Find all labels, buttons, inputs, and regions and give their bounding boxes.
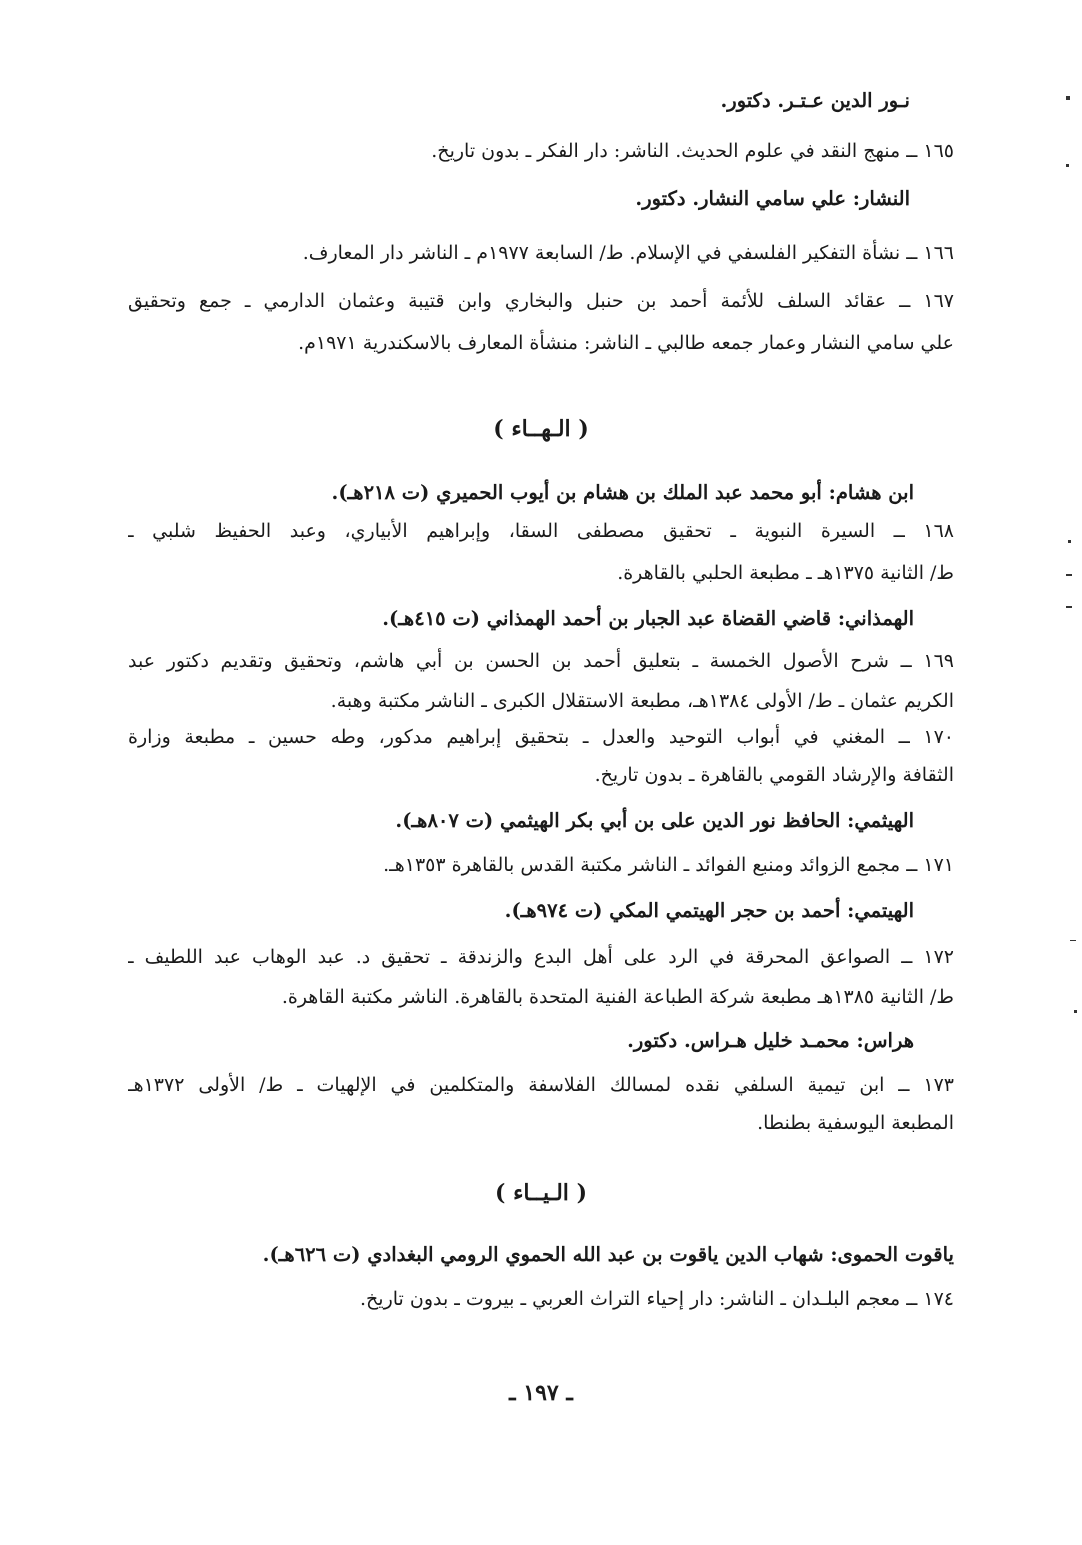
author-heading: ياقوت الحموى: شهاب الدين ياقوت بن عبد الله الحموي الرومي البغدادي (ت ٦٢٦هـ). xyxy=(262,1243,954,1266)
author-heading: النشار: علي سامي النشار. دكتور. xyxy=(635,187,910,210)
scan-speck xyxy=(1066,96,1070,100)
scan-speck xyxy=(1066,164,1069,167)
bibliography-entry-continuation: الكريم عثمان ـ ط/ الأولى ١٣٨٤هـ، مطبعة الاستقلال الكبرى ـ الناشر مكتبة وهبة. xyxy=(330,690,954,712)
scan-speck xyxy=(1074,1010,1077,1013)
bibliography-entry: ١٧١ ــ مجمع الزوائد ومنبع الفوائد ـ الناشر مكتبة القدس بالقاهرة ١٣٥٣هـ. xyxy=(383,854,954,876)
bibliography-entry: ١٧٣ ــ ابن تيمية السلفي نقده لمسالك الفلاسفة والمتكلمين في الإلهيات ـ ط/ الأولى ١٣٧٢هـ xyxy=(128,1074,954,1096)
page-number: ـ ١٩٧ ـ xyxy=(509,1380,573,1406)
section-heading-ha: ( الـهــاء ) xyxy=(493,416,589,442)
bibliography-entry-continuation: علي سامي النشار وعمار جمعه طالبي ـ الناشر: منشأة المعارف بالاسكندرية ١٩٧١م. xyxy=(298,332,954,354)
scan-speck xyxy=(1068,540,1071,543)
section-heading-ya: ( الـيــاء ) xyxy=(495,1180,587,1206)
bibliography-entry: ١٦٩ ــ شرح الأصول الخمسة ـ بتعليق أحمد بن الحسن بن أبي هاشم، وتحقيق وتقديم دكتور عبد xyxy=(128,650,954,672)
author-heading: هراس: محمـد خليل هـراس. دكتور. xyxy=(627,1029,914,1052)
scan-speck xyxy=(1070,940,1076,941)
bibliography-entry-continuation: ط/ الثانية ١٣٨٥هـ مطبعة شركة الطباعة الفنية المتحدة بالقاهرة. الناشر مكتبة القاهرة. xyxy=(281,986,954,1008)
author-heading: الهيتمي: أحمد بن حجر الهيتمي المكي (ت ٩٧٤هـ). xyxy=(504,899,914,922)
bibliography-entry: ١٦٦ ــ نشأة التفكير الفلسفي في الإسلام. ط/ السابعة ١٩٧٧م ـ الناشر دار المعارف. xyxy=(302,242,954,264)
bibliography-entry: ١٦٥ ــ منهج النقد في علوم الحديث. الناشر: دار الفكر ـ بدون تاريخ. xyxy=(431,140,954,162)
bibliography-entry: ١٧٢ ــ الصواعق المحرقة في الرد على أهل البدع والزندقة ـ تحقيق د. عبد الوهاب عبد اللطيف ـ xyxy=(128,946,954,968)
bibliography-entry-continuation: المطبعة اليوسفية بطنطا. xyxy=(757,1112,954,1134)
author-heading: نـور الدين عـتـر. دكتور. xyxy=(720,89,910,112)
bibliography-entry-continuation: الثقافة والإرشاد القومي بالقاهرة ـ بدون تاريخ. xyxy=(594,764,954,786)
bibliography-entry-continuation: ط/ الثانية ١٣٧٥هـ ـ مطبعة الحلبي بالقاهرة. xyxy=(617,562,954,584)
bibliography-entry: ١٦٨ ــ السيرة النبوية ـ تحقيق مصطفى السقا، وإبراهيم الأبياري، وعبد الحفيظ شلبي ـ xyxy=(128,520,954,542)
bibliography-entry: ١٧٤ ــ معجم البلـدان ـ الناشر: دار إحياء التراث العربي ـ بيروت ـ بدون تاريخ. xyxy=(359,1288,954,1310)
author-heading: الهيثمي: الحافظ نور الدين على بن أبي بكر الهيثمي (ت ٨٠٧هـ). xyxy=(395,809,914,832)
author-heading: ابن هشام: أبو محمد عبد الملك بن هشام بن أيوب الحميري (ت ٢١٨هـ). xyxy=(331,481,914,504)
bibliography-entry: ١٦٧ ــ عقائد السلف للأئمة أحمد بن حنبل والبخاري وابن قتيبة وعثمان الدارمي ـ جمع وتحقيق xyxy=(128,290,954,312)
scan-speck xyxy=(1066,606,1072,608)
bibliography-entry: ١٧٠ ــ المغني في أبواب التوحيد والعدل ـ بتحقيق إبراهيم مدكور، وطه حسين ـ مطبعة وزارة xyxy=(128,726,954,748)
scan-speck xyxy=(1066,574,1072,576)
author-heading: الهمذاني: قاضي القضاة عبد الجبار بن أحمد الهمذاني (ت ٤١٥هـ). xyxy=(382,607,914,630)
